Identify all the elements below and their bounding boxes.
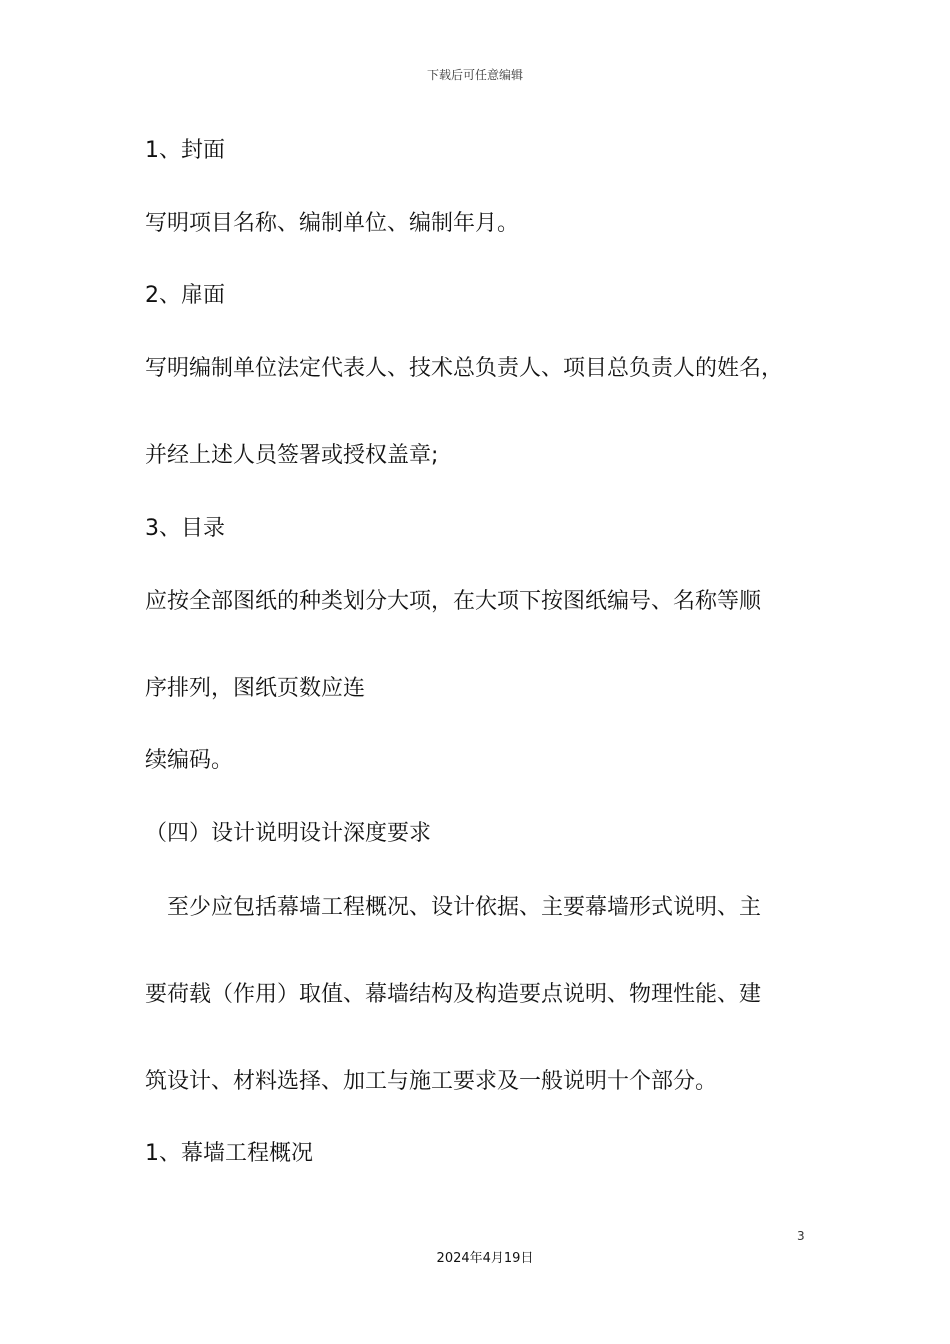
paragraph-line: 至少应包括幕墙工程概况、设计依据、主要幕墙形式说明、主: [145, 895, 762, 920]
paragraph-line: 写明编制单位法定代表人、技术总负责人、项目总负责人的姓名，: [145, 356, 784, 381]
section-heading-contents: 3、目录: [145, 516, 225, 541]
paragraph-line: 续编码。: [145, 748, 234, 773]
paragraph-line: 要荷载（作用）取值、幕墙结构及构造要点说明、物理性能、建: [145, 982, 762, 1007]
paragraph-line: 写明项目名称、编制单位、编制年月。: [145, 211, 520, 236]
section-heading-cover: 1、封面: [145, 138, 225, 163]
section-heading-overview: 1、幕墙工程概况: [145, 1141, 313, 1166]
page-number: 3: [797, 1229, 805, 1243]
paragraph-line: 序排列，图纸页数应连: [145, 676, 366, 701]
paragraph-line: 筑设计、材料选择、加工与施工要求及一般说明十个部分。: [145, 1069, 718, 1094]
paragraph-line: 应按全部图纸的种类划分大项，在大项下按图纸编号、名称等顺: [145, 589, 762, 614]
paragraph-line: 并经上述人员签署或授权盖章;: [145, 443, 439, 468]
footer-date: 2024年4月19日: [436, 1251, 534, 1266]
section-heading-title-page: 2、扉面: [145, 283, 225, 308]
section-heading-design-notes: （四）设计说明设计深度要求: [145, 821, 432, 846]
page-header: 下载后可任意编辑: [426, 68, 523, 82]
